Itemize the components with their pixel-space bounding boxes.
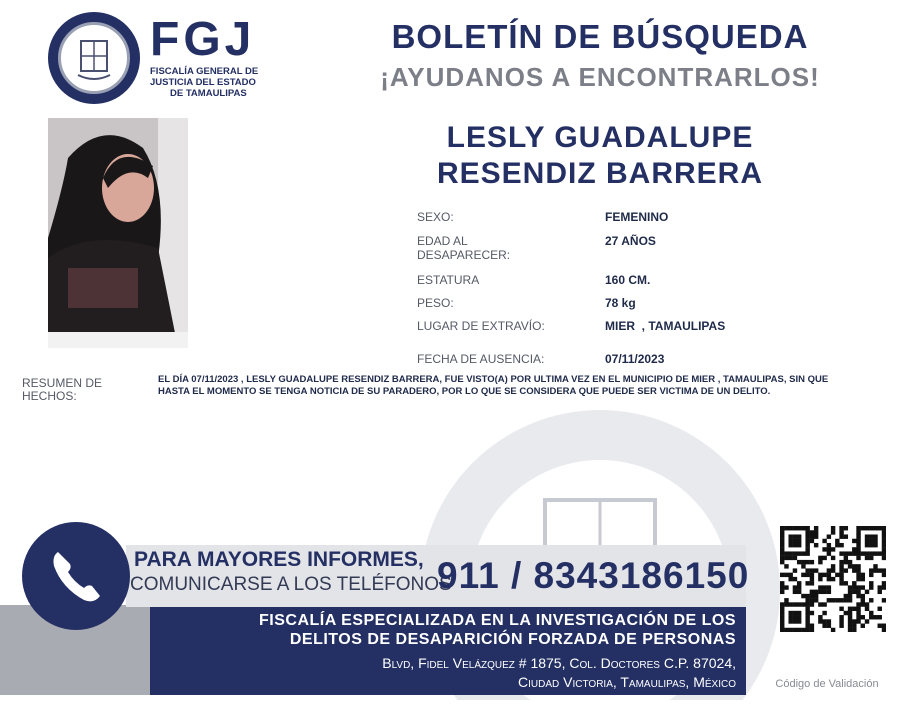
field-value-date: 07/11/2023 (605, 352, 665, 366)
field-value-height: 160 CM. (605, 273, 651, 287)
agency-address: Blvd, Fidel Velázquez # 1875, Col. Doctores C.P. 87024, Ciudad Victoria, Tamaulipas, México (382, 655, 736, 690)
person-photo (48, 118, 188, 348)
fgj-seal-logo (48, 12, 140, 104)
field-value-age: 27 AÑOS (605, 234, 656, 248)
summary-label: RESUMEN DE HECHOS: (22, 376, 103, 403)
qr-code[interactable] (780, 526, 886, 632)
field-label-location: LUGAR DE EXTRAVÍO: (417, 319, 545, 333)
field-value-location: MIER , TAMAULIPAS (605, 319, 726, 333)
contact-line2: COMUNICARSE A LOS TELÉFONOS (130, 574, 452, 595)
validation-label: Código de Validación (775, 678, 879, 690)
field-value-sex: FEMENINO (605, 210, 669, 224)
agency-name: FISCALÍA ESPECIALIZADA EN LA INVESTIGACIÓN DE LOS DELITOS DE DESAPARICIÓN FORZADA DE PERSONAS (259, 612, 736, 648)
bulletin-title: BOLETÍN DE BÚSQUEDA (391, 18, 809, 55)
summary-text: EL DÍA 07/11/2023 , LESLY GUADALUPE RESENDIZ BARRERA, FUE VISTO(A) POR ULTIMA VEZ EN EL MUNICIPIO DE MIER , TAMAULIPAS, SIN QUE HASTA EL MOMENTO SE TENGA NOTICIA DE SU PARADERO, POR LO QUE SE CONSIDERA QUE PUEDE SER VICTIMA DE UN DELITO. (158, 374, 829, 397)
field-label-age: EDAD AL DESAPARECER: (417, 234, 511, 262)
field-label-sex: SEXO: (417, 210, 454, 224)
phone-icon (22, 522, 130, 630)
field-label-date: FECHA DE AUSENCIA: (417, 352, 545, 366)
phone-numbers[interactable]: 911 / 8343186150 (437, 555, 750, 596)
logo-text: FGJ (150, 13, 256, 66)
logo-subtext: FISCALÍA GENERAL DE JUSTICIA DEL ESTADO DE TAMAULIPAS (150, 66, 259, 99)
person-name: LESLY GUADALUPE RESENDIZ BARRERA (436, 121, 764, 190)
field-label-height: ESTATURA (417, 273, 480, 287)
field-label-weight: PESO: (417, 296, 454, 310)
contact-line1: PARA MAYORES INFORMES, (134, 548, 424, 571)
field-value-weight: 78 kg (605, 296, 636, 310)
bulletin-subtitle: ¡AYUDANOS A ENCONTRARLOS! (380, 62, 820, 92)
